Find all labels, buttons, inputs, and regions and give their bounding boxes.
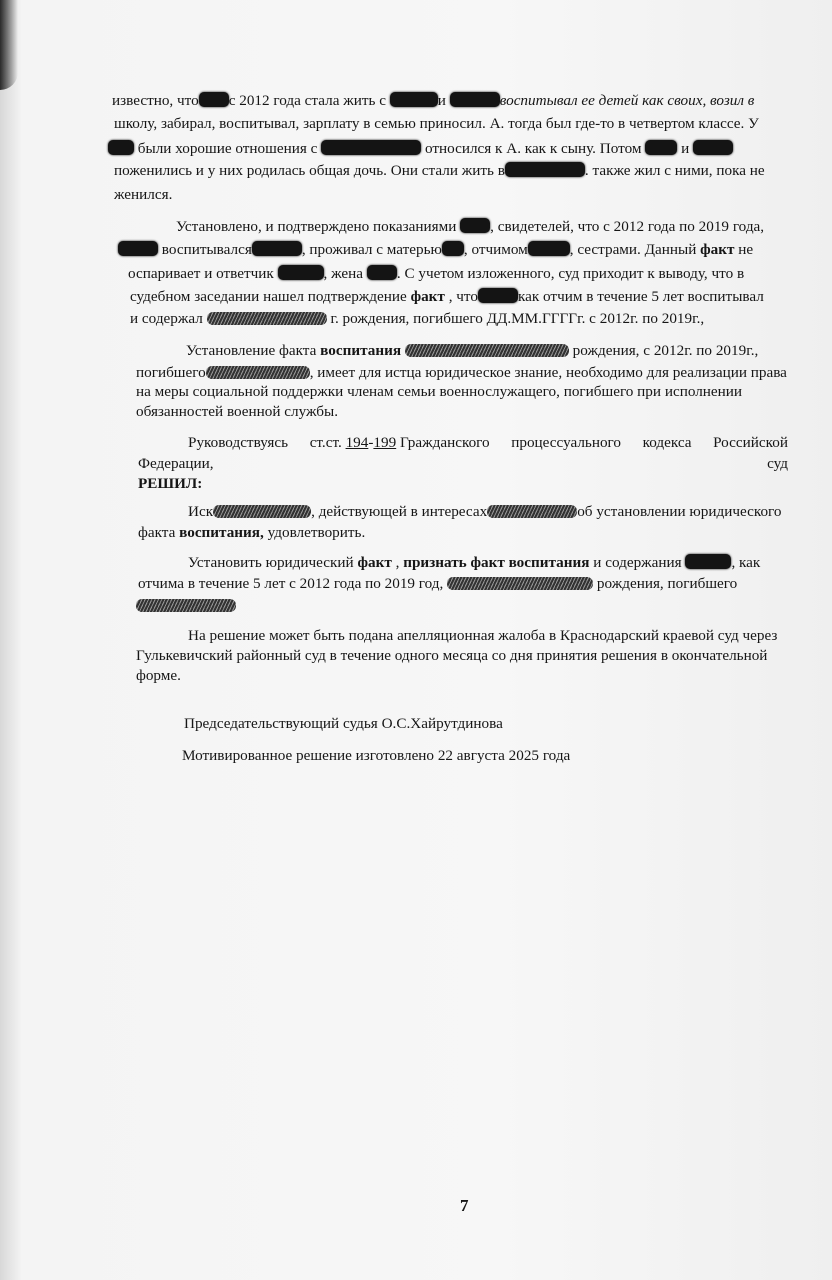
p1-line5 [114,186,172,204]
redaction [405,344,569,357]
text: Гулькевичский районный суд в течение одного месяца со дня принятия решения в окончательной [136,647,768,664]
p4-line2 [138,455,788,473]
redaction [505,162,585,177]
text: , свидетелей, что с 2012 года по 2019 года, [490,218,765,235]
text: процессуального [511,434,622,451]
statute-link[interactable]: 194 [345,434,369,451]
p6-line1 [188,554,760,572]
text: , проживал с матерью [301,241,442,258]
redaction [390,92,438,107]
p2-line3 [128,265,744,283]
text: и содержания [593,554,682,571]
redaction [442,241,464,256]
text: поженились и у них родилась общая дочь. Они стали жить в [114,162,505,179]
text: Установить юридический [188,554,354,571]
p2-line4 [130,288,764,306]
p4-line1 [188,434,788,452]
text: на меры социальной поддержки членам семьи военнослужащего, погибшего при исполнении [136,383,743,400]
text: и содержал [130,310,203,327]
redaction [487,505,577,518]
text: воспитания [320,342,402,359]
p1-line1 [112,92,754,110]
text: , действующей в интересах [311,503,488,520]
text: Мотивированное решение изготовлено 22 августа 2025 года [182,747,571,764]
p1-line4 [114,162,765,180]
redaction [447,577,593,590]
text: факта [138,524,176,541]
text: кодекса [642,434,692,451]
text: Руководствуясь [188,434,289,451]
text: Иск [188,503,214,520]
redaction [645,140,677,155]
text: Российской [713,434,788,451]
redaction [478,288,518,303]
text: как отчим в течение 5 лет воспитывал [517,288,764,305]
text: погибшего [136,364,206,381]
redaction [321,140,421,155]
p3-line3 [136,383,742,401]
p3-line1 [186,342,758,360]
text: признать факт воспитания [403,554,590,571]
text: воспитания, [179,524,264,541]
p3-line2 [136,364,787,382]
text: , имеет для истца юридическое знание, необходимо для реализации права [309,364,787,381]
redaction [450,92,500,107]
text: Федерации, [138,455,214,472]
resolution-heading [138,475,202,493]
redaction [199,92,229,107]
text: женился. [114,186,173,203]
text: известно, что [112,92,199,109]
p2-line2 [118,241,753,259]
text: воспитывал ее детей как своих, возил в [499,92,755,109]
text: воспитывался [161,241,252,258]
text: - [368,434,374,451]
redaction [278,265,324,280]
redaction [118,241,158,256]
p5-line2 [138,524,365,542]
redaction [213,505,311,518]
redaction [206,366,310,379]
p6-line3 [136,597,236,615]
redaction [136,599,236,612]
p7-line2 [136,647,767,665]
text: оспаривает и ответчик [128,265,274,282]
p7-line3 [136,667,181,685]
redaction [460,218,490,233]
text: об установлении юридического [577,503,782,520]
text: и [681,140,690,157]
p1-line2 [114,115,759,133]
judge-signature-line [184,715,503,733]
text: , что [448,288,478,305]
text: отчима в течение 5 лет с 2012 года по 2019 год, [138,575,444,592]
scan-shadow [0,0,18,90]
text: , жена [323,265,364,282]
text: , сестрами. Данный [569,241,697,258]
text: были хорошие отношения с [137,140,318,157]
redaction [207,312,327,325]
p1-line3 [108,140,733,158]
text: судебном заседании нашел подтверждение [130,288,407,305]
text: факт [357,554,392,571]
p3-line4 [136,403,338,421]
redaction [108,140,134,155]
redaction [693,140,733,155]
text: На решение может быть подана апелляционная жалоба в Краснодарский краевой суд через [188,627,778,644]
redaction [252,241,302,256]
text: форме. [136,667,181,684]
text: Установлено, и подтверждено показаниями [176,218,457,235]
text: не [738,241,754,258]
text: . также жил с ними, пока не [584,162,765,179]
text: г. рождения, погибшего ДД.ММ.ГГГГг. с 2012г. по 2019г., [330,310,705,327]
p2-line5 [130,310,704,328]
text: удовлетворить. [267,524,366,541]
redaction [367,265,397,280]
text: Председательствующий судья О.С.Хайрутдинова [184,715,503,732]
redaction [528,241,570,256]
redaction [685,554,731,569]
text: рождения, с 2012г. по 2019г., [572,342,759,359]
p6-line2 [138,575,737,593]
text: РЕШИЛ: [138,475,203,492]
text: Гражданского [399,434,490,451]
text: факт [410,288,445,305]
p2-line1 [176,218,764,236]
p5-line1 [188,503,781,521]
text: . С учетом изложенного, суд приходит к выводу, что в [396,265,745,282]
statute-link[interactable]: 199 [373,434,397,451]
text: обязанностей военной службы. [136,403,339,420]
text: рождения, погибшего [596,575,738,592]
motivated-decision-date [182,747,570,765]
text: школу, забирал, воспитывал, зарплату в семью приносил. А. тогда был где-то в четвертом классе. У [114,115,759,132]
text: ст.ст. [309,434,342,451]
text: , [395,554,400,571]
text: и [437,92,446,109]
text: факт [700,241,735,258]
text: относился к А. как к сыну. Потом [424,140,642,157]
text: с 2012 года стала жить с [228,92,386,109]
text: суд [767,455,788,472]
text: Установление факта [186,342,317,359]
p7-line1 [188,627,777,645]
text: , отчимом [463,241,528,258]
text: , как [731,554,761,571]
page-number: 7 [460,1196,469,1215]
